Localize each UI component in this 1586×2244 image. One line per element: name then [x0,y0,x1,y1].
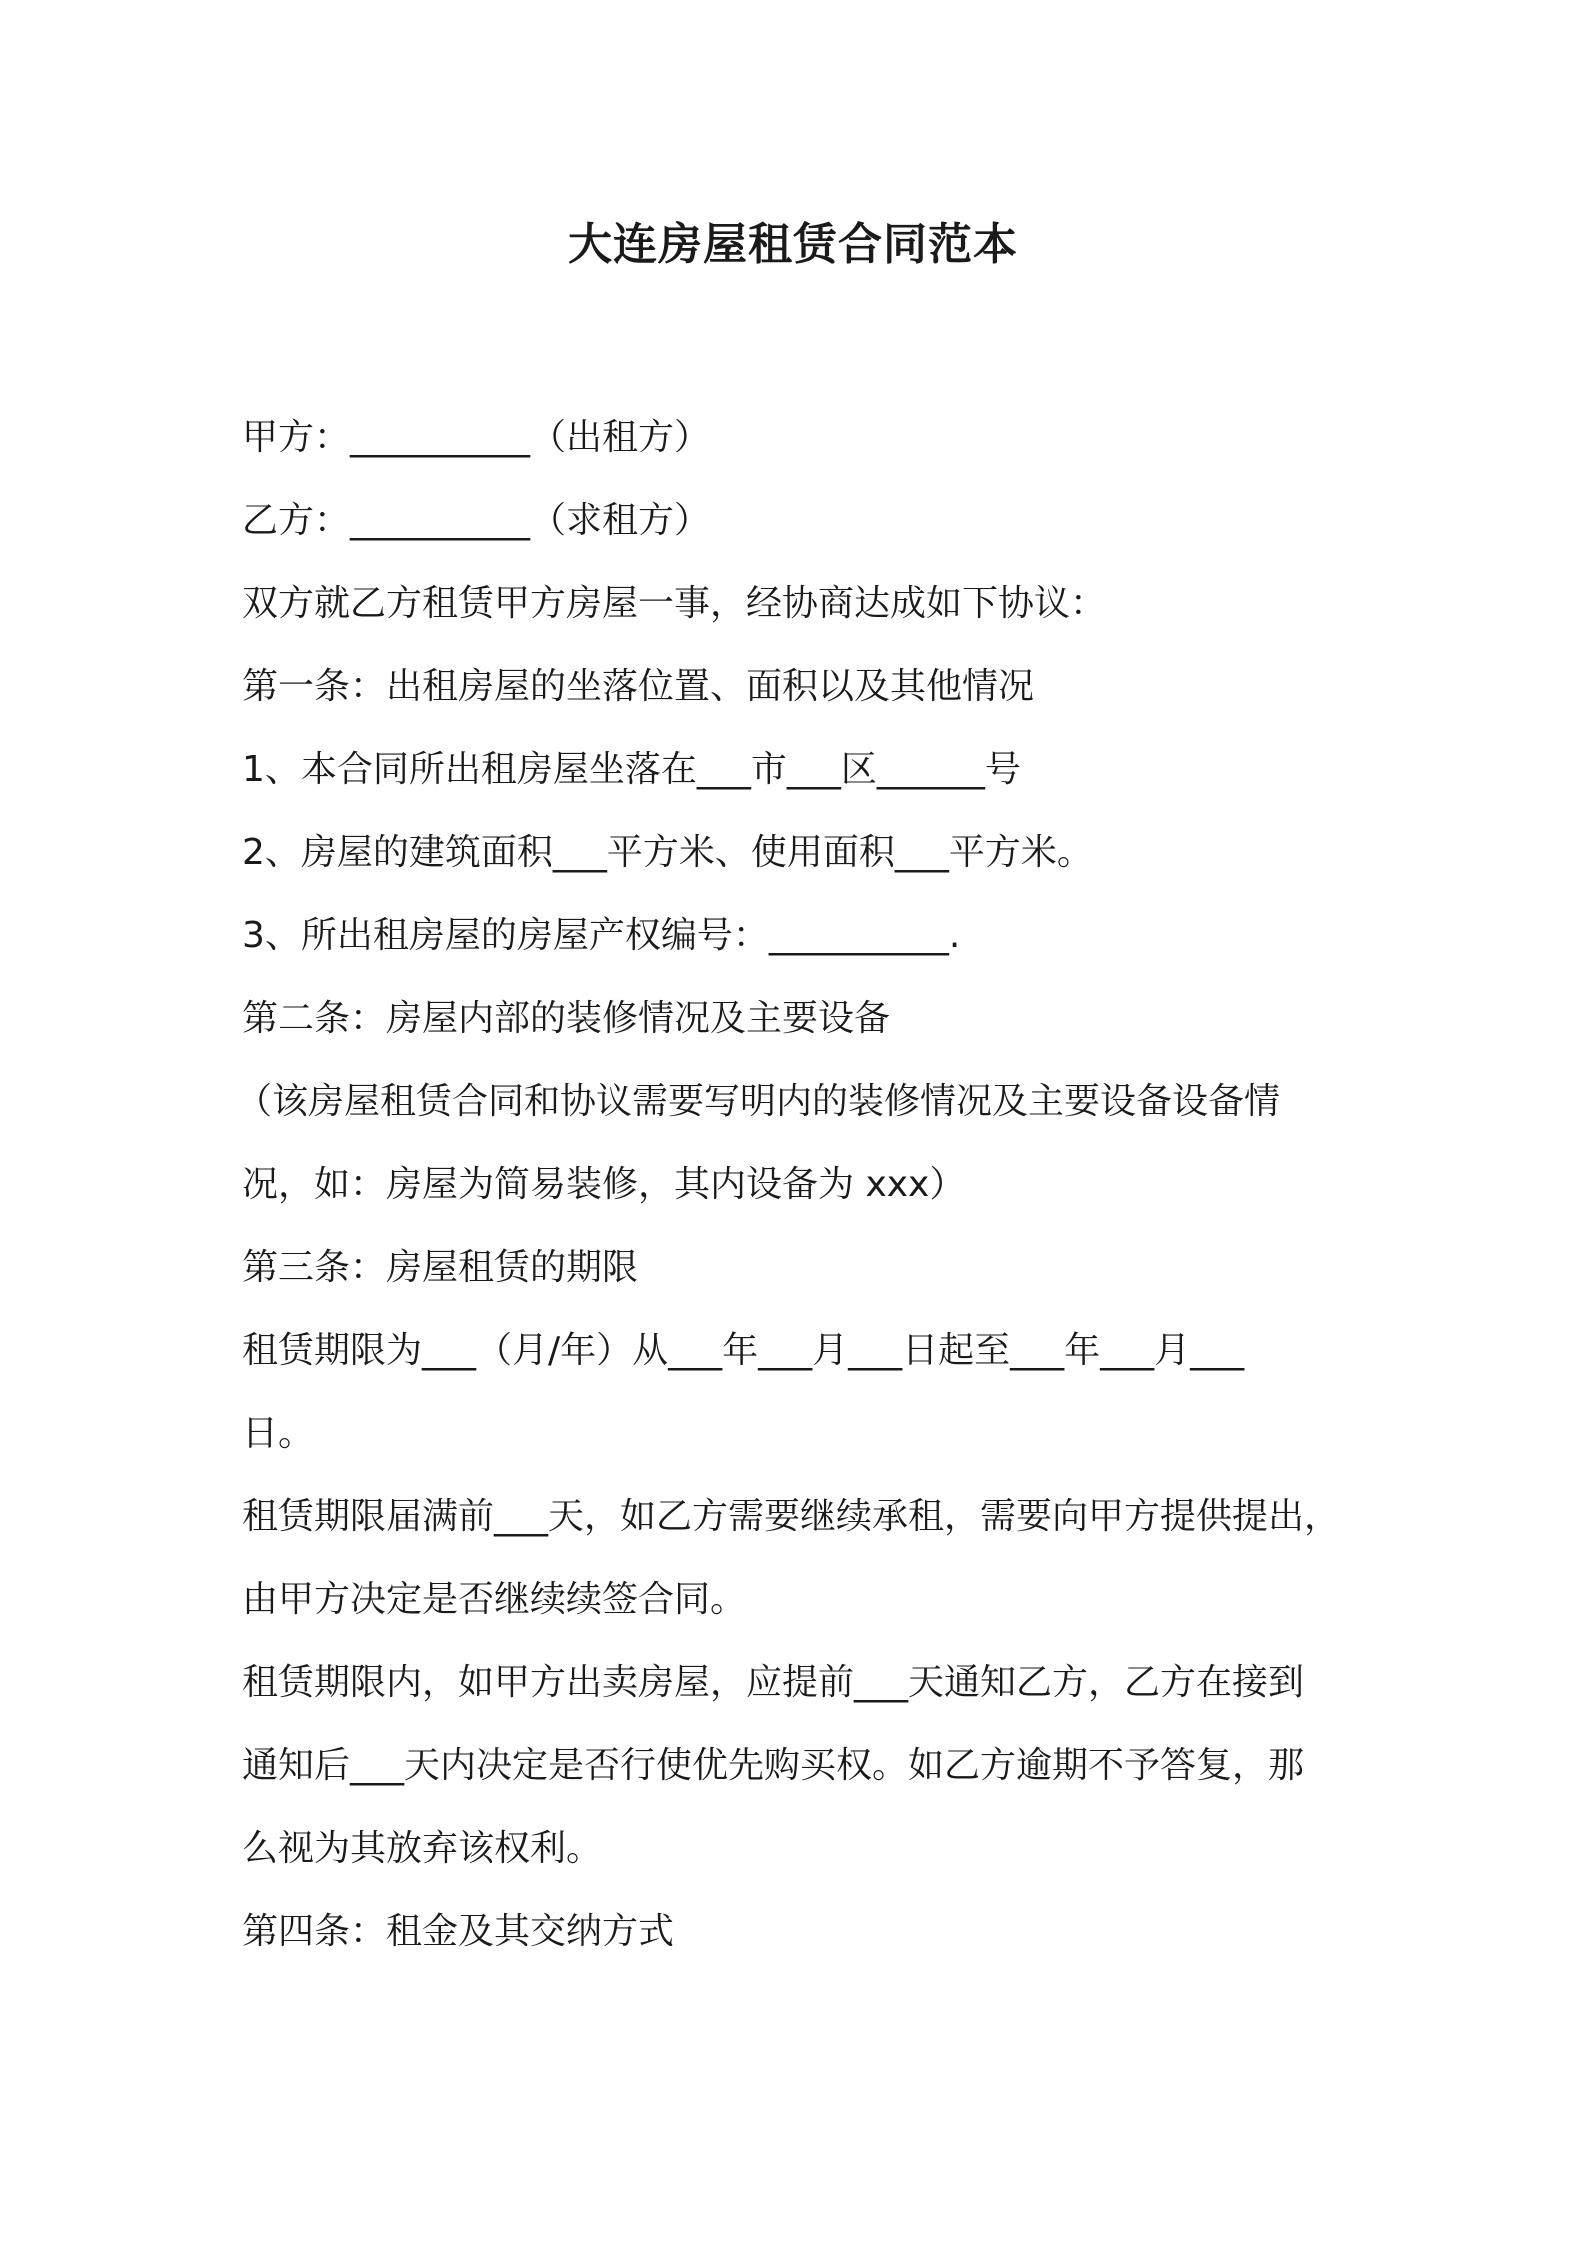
article-1-item-3: 3、所出租房屋的房屋产权编号：__________. [242,915,961,956]
renewal-line-1: 租赁期限届满前___天，如乙方需要继续承租，需要向甲方提供提出， [242,1496,1341,1537]
party-b-line: 乙方：__________（求租方） [242,500,711,541]
lease-term-line-2: 日。 [242,1413,315,1454]
document-title: 大连房屋租赁合同范本 [568,219,1018,270]
article-1-item-1: 1、本合同所出租房屋坐落在___市___区______号 [242,749,1021,790]
article-2-note-line-2: 况，如：房屋为简易装修，其内设备为 xxx） [242,1164,966,1205]
article-4-heading: 第四条：租金及其交纳方式 [242,1911,675,1952]
renewal-line-2: 由甲方决定是否继续续签合同。 [242,1579,747,1620]
sale-notice-line-1: 租赁期限内，如甲方出卖房屋，应提前___天通知乙方，乙方在接到 [242,1662,1305,1703]
party-a-line: 甲方：__________（出租方） [242,417,711,458]
article-1-item-2: 2、房屋的建筑面积___平方米、使用面积___平方米。 [242,832,1093,873]
article-2-heading: 第二条：房屋内部的装修情况及主要设备 [242,998,891,1039]
lease-term-line-1: 租赁期限为___（月/年）从___年___月___日起至___年___月___ [242,1330,1245,1371]
article-2-note-line-1: （该房屋租赁合同和协议需要写明内的装修情况及主要设备设备情 [236,1081,1281,1122]
sale-notice-line-3: 么视为其放弃该权利。 [242,1828,603,1869]
article-1-heading: 第一条：出租房屋的坐落位置、面积以及其他情况 [242,666,1035,707]
article-3-heading: 第三条：房屋租赁的期限 [242,1247,639,1288]
agreement-intro: 双方就乙方租赁甲方房屋一事，经协商达成如下协议： [242,583,1107,624]
sale-notice-line-2: 通知后___天内决定是否行使优先购买权。如乙方逾期不予答复，那 [242,1745,1305,1786]
